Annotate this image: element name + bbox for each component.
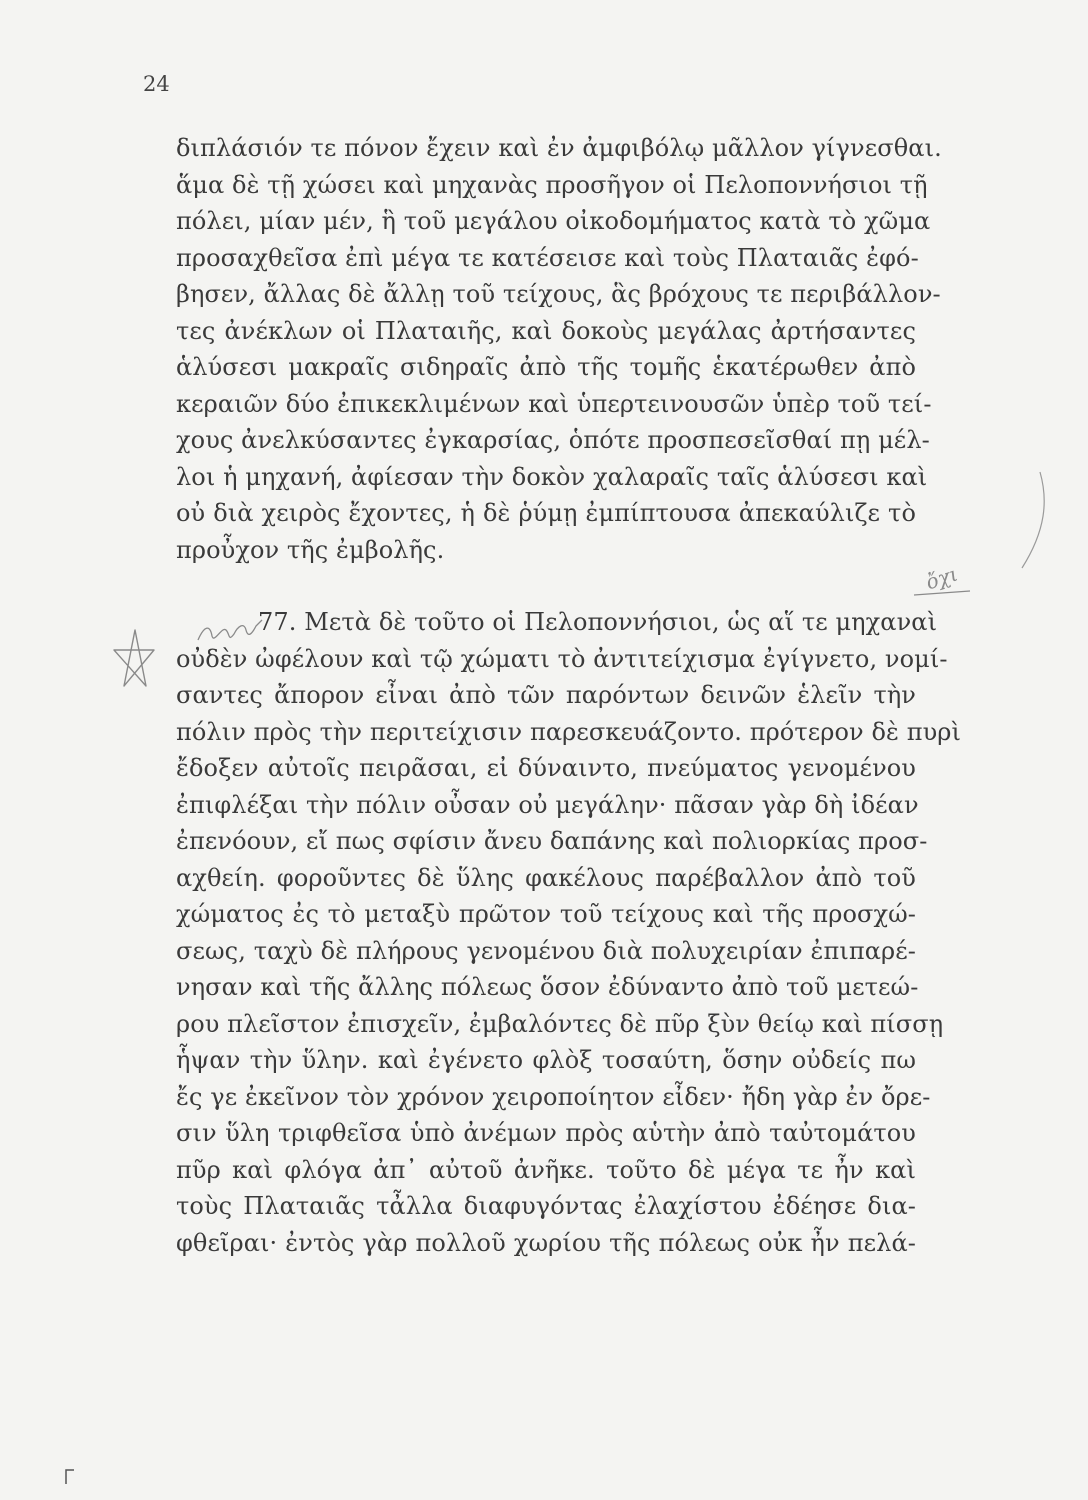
pencil-curve-mark xyxy=(1010,470,1050,570)
text-line: σαντες ἄπορον εἶναι ἀπὸ τῶν παρόντων δεινῶν ἑλεῖν τὴν xyxy=(176,681,916,709)
text-line: ἧψαν τὴν ὕλην. καὶ ἐγένετο φλὸξ τοσαύτη, ὅσην οὐδείς πω xyxy=(176,1046,916,1074)
text-line: ἐπενόουν, εἴ πως σφίσιν ἄνευ δαπάνης καὶ πολιορκίας προσ- xyxy=(176,827,928,855)
text-line: ἔδοξεν αὐτοῖς πειρᾶσαι, εἰ δύναιντο, πνεύματος γενομένου xyxy=(176,754,916,782)
text-line: πόλει, μίαν μέν, ἣ τοῦ μεγάλου οἰκοδομήματος κατὰ τὸ χῶμα xyxy=(176,207,931,235)
pencil-oxi-text: ὄχι xyxy=(922,561,961,595)
text-line: λοι ἡ μηχανή, ἀφίεσαν τὴν δοκὸν χαλαραῖς ταῖς ἁλύσεσι καὶ xyxy=(176,462,928,491)
text-line: προὖχον τῆς ἐμβολῆς. xyxy=(176,535,445,564)
page-number: 24 xyxy=(143,72,170,96)
text-line: πόλιν πρὸς τὴν περιτείχισιν παρεσκευάζοντο. πρότερον δὲ πυρὶ xyxy=(176,717,961,746)
text-line: 77. Μετὰ δὲ τοῦτο οἱ Πελοποννήσιοι, ὡς αἵ τε μηχαναὶ xyxy=(258,608,938,636)
text-line: τοὺς Πλαταιᾶς τἆλλα διαφυγόντας ἐλαχίστου ἐδέησε δια- xyxy=(176,1192,916,1220)
text-line: ἁλύσεσι μακραῖς σιδηραῖς ἀπὸ τῆς τομῆς ἑκατέρωθεν ἀπὸ xyxy=(176,353,916,381)
text-line: ἐπιφλέξαι τὴν πόλιν οὖσαν οὐ μεγάλην· πᾶσαν γὰρ δὴ ἰδέαν xyxy=(176,790,919,819)
text-line: ἅμα δὲ τῇ χώσει καὶ μηχανὰς προσῆγον οἱ Πελοποννήσιοι τῇ xyxy=(176,170,928,199)
text-line: διπλάσιόν τε πόνον ἔχειν καὶ ἐν ἀμφιβόλῳ μᾶλλον γίγνεσθαι. xyxy=(176,134,942,162)
pencil-star-mark xyxy=(110,628,160,688)
pencil-oxi-note xyxy=(912,555,972,600)
text-line: σιν ὕλη τριφθεῖσα ὑπὸ ἀνέμων πρὸς αὑτὴν ἀπὸ ταὐτομάτου xyxy=(176,1119,916,1147)
text-line: οὐδὲν ὠφέλουν καὶ τῷ χώματι τὸ ἀντιτείχισμα ἐγίγνετο, νομί- xyxy=(176,644,948,673)
paragraph-gap xyxy=(176,568,916,604)
text-line: κεραιῶν δύο ἐπικεκλιμένων καὶ ὑπερτεινουσῶν ὑπὲρ τοῦ τεί- xyxy=(176,389,932,418)
text-line: ρου πλεῖστον ἐπισχεῖν, ἐμβαλόντες δὲ πῦρ ξὺν θείῳ καὶ πίσσῃ xyxy=(176,1009,944,1038)
text-line: ἔς γε ἐκεῖνον τὸν χρόνον χειροποίητον εἶδεν· ἤδη γὰρ ἐν ὄρε- xyxy=(176,1082,931,1111)
text-line: νησαν καὶ τῆς ἄλλης πόλεως ὅσον ἐδύναντο ἀπὸ τοῦ μετεώ- xyxy=(176,973,919,1001)
text-line: τες ἀνέκλων οἱ Πλαταιῆς, καὶ δοκοὺς μεγάλας ἀρτήσαντες xyxy=(176,316,916,345)
text-line: χώματος ἐς τὸ μεταξὺ πρῶτον τοῦ τείχους καὶ τῆς προσχώ- xyxy=(176,900,916,928)
text-line: βησεν, ἄλλας δὲ ἄλλῃ τοῦ τείχους, ἃς βρόχους τε περιβάλλον- xyxy=(176,280,941,308)
text-line: φθεῖραι· ἐντὸς γὰρ πολλοῦ χωρίου τῆς πόλεως οὐκ ἦν πελά- xyxy=(176,1228,916,1257)
text-line: χους ἀνελκύσαντες ἐγκαρσίας, ὁπότε προσπεσεῖσθαί πῃ μέλ- xyxy=(176,426,930,454)
text-line: πῦρ καὶ φλόγα ἀπ᾽ αὐτοῦ ἀνῆκε. τοῦτο δὲ μέγα τε ἦν καὶ xyxy=(176,1155,916,1184)
pencil-scribble-mark xyxy=(196,616,266,646)
text-line: αχθείη. φοροῦντες δὲ ὕλης φακέλους παρέβαλλον ἀπὸ τοῦ xyxy=(176,863,916,892)
text-line: σεως, ταχὺ δὲ πλήρους γενομένου διὰ πολυχειρίαν ἐπιπαρέ- xyxy=(176,936,916,965)
corner-mark xyxy=(62,1466,78,1486)
text-line: προσαχθεῖσα ἐπὶ μέγα τε κατέσεισε καὶ τοὺς Πλαταιᾶς ἐφό- xyxy=(176,243,919,272)
text-line: οὐ διὰ χειρὸς ἔχοντες, ἡ δὲ ῥύμῃ ἐμπίπτουσα ἀπεκαύλιζε τὸ xyxy=(176,499,916,527)
